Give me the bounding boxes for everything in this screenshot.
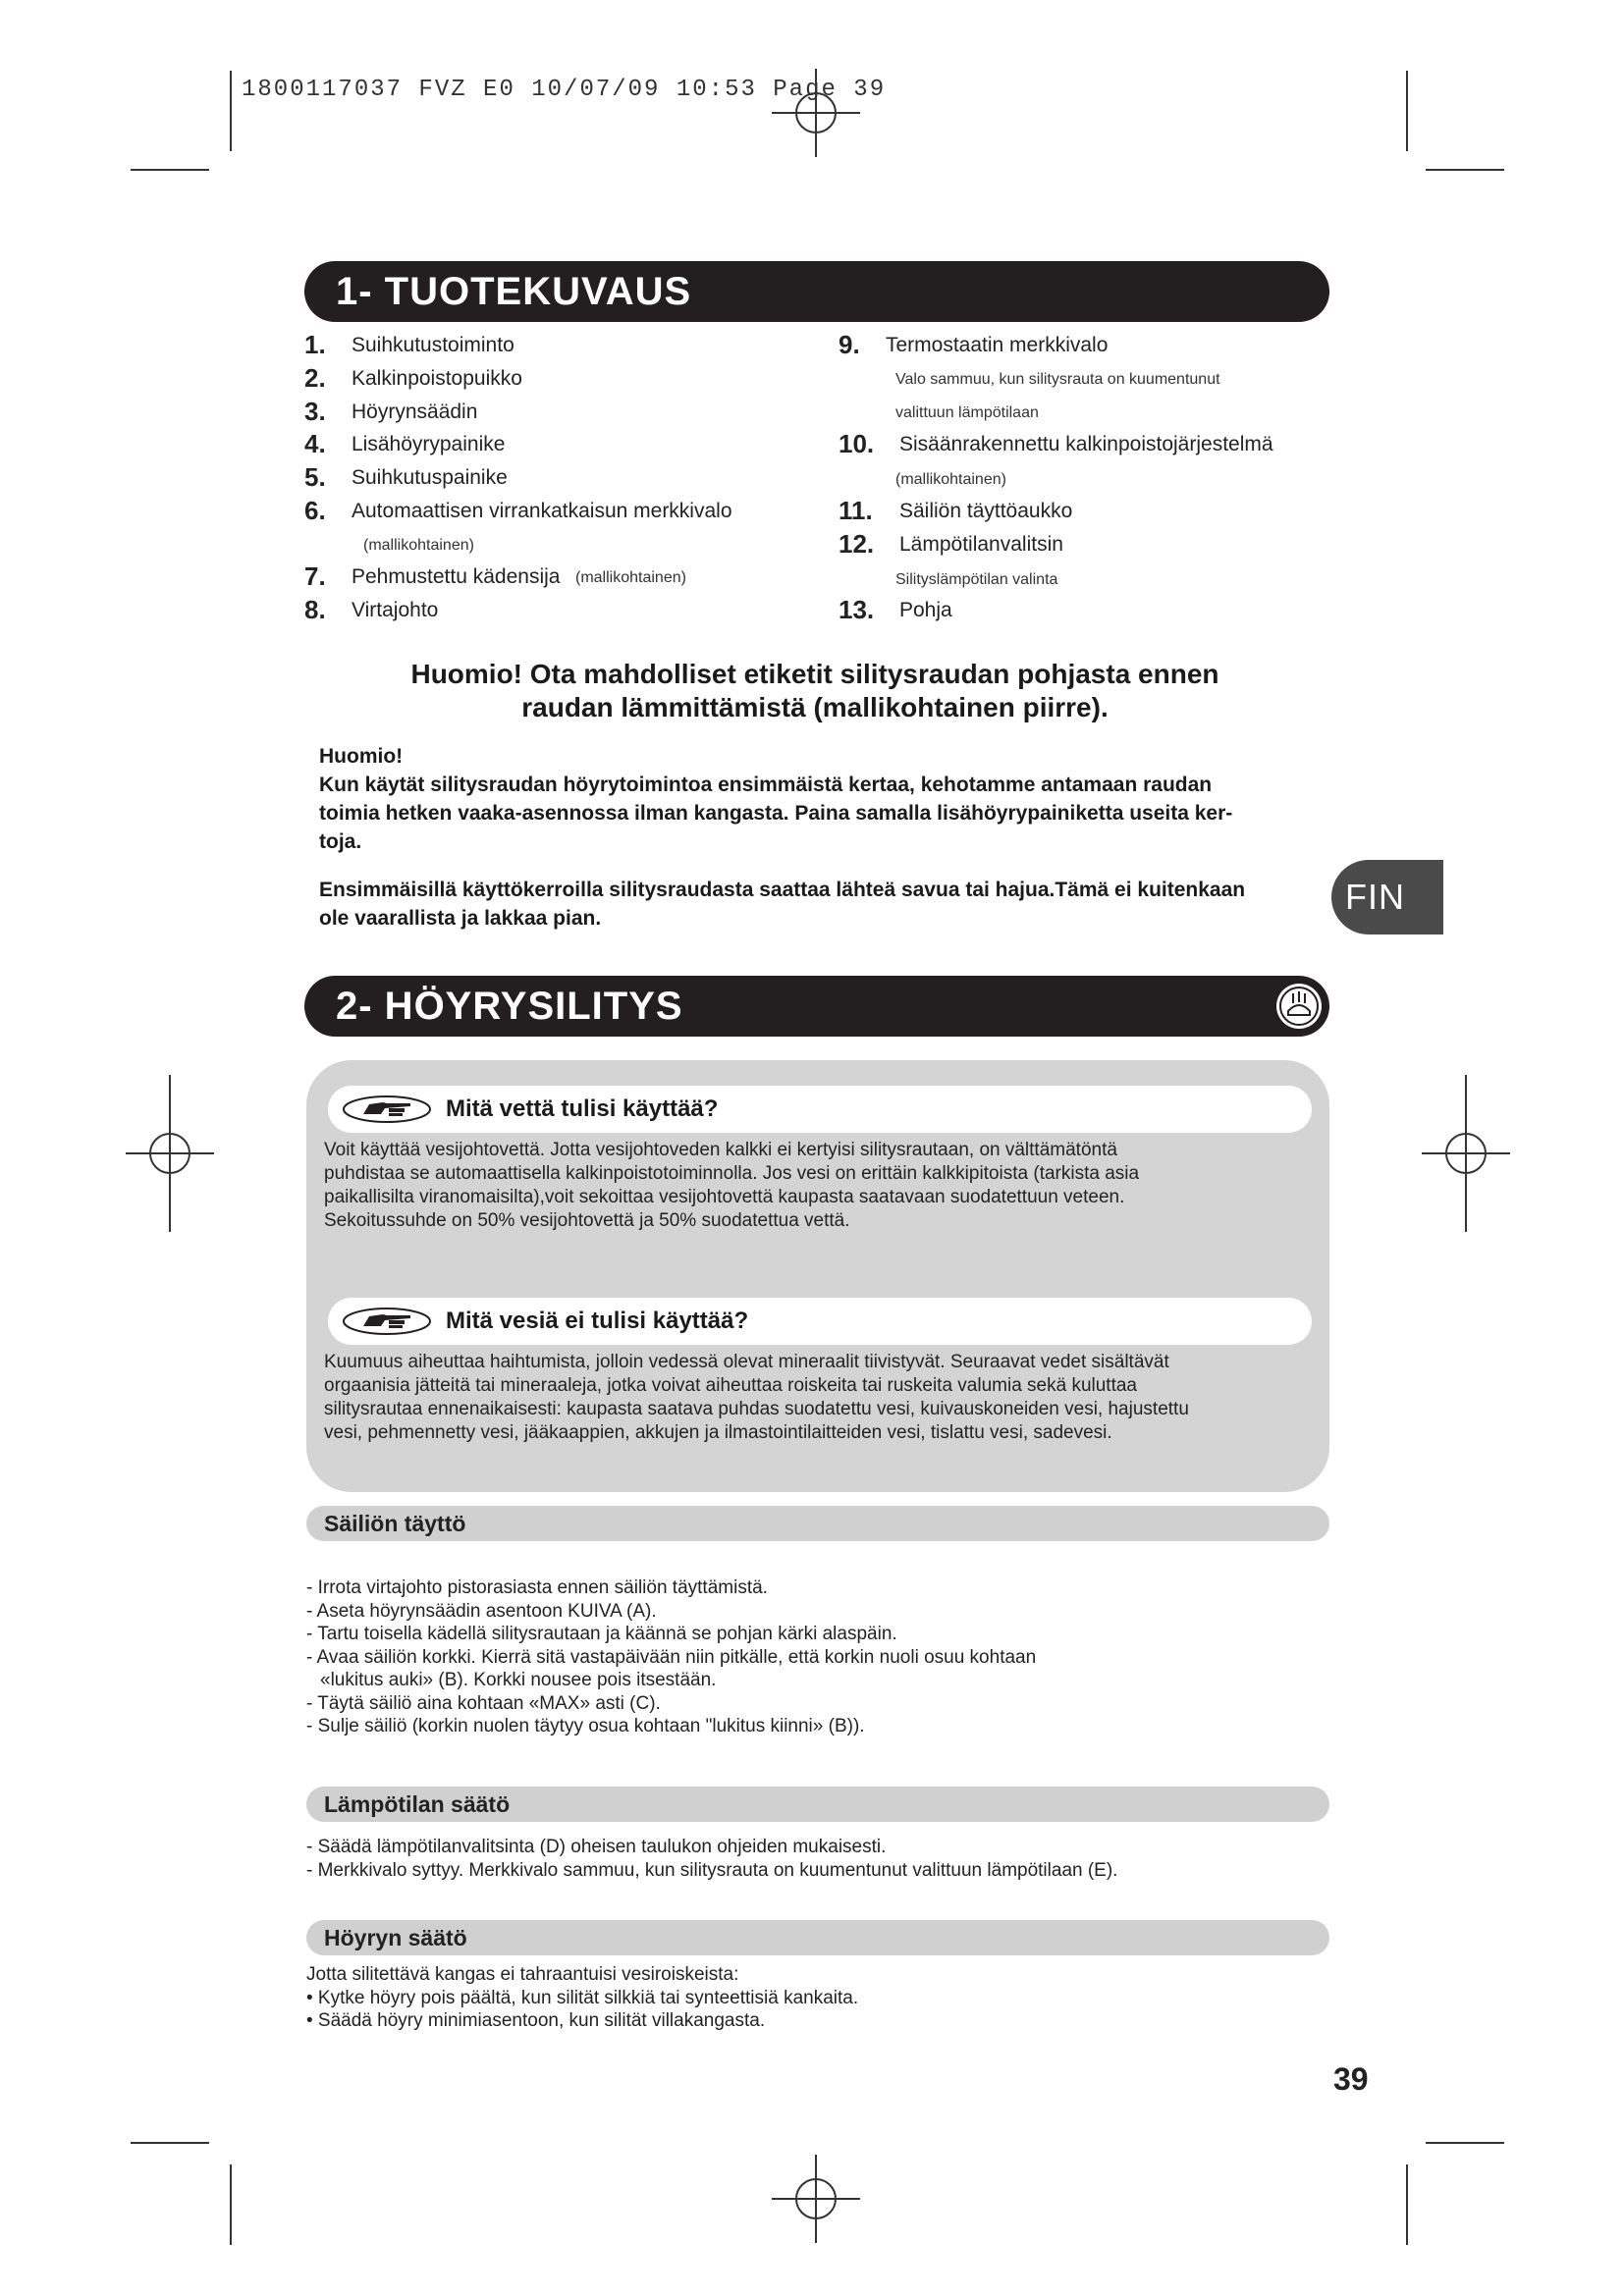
crop-mark [230, 2164, 232, 2245]
list-item: 3. Höyrynsäädin [304, 397, 478, 426]
language-tab: FIN [1331, 860, 1443, 934]
list-note: (mallikohtainen) [895, 471, 1006, 488]
list-note: (mallikohtainen) [363, 537, 474, 554]
crop-mark [1406, 2164, 1408, 2245]
list-item: 1. Suihkutustoiminto [304, 330, 514, 359]
list-item: 7. Pehmustettu kädensija (mallikohtainen) [304, 561, 686, 591]
section-title-text: 2- HÖYRYSILITYS [336, 985, 683, 1028]
steam-heading: Höyryn säätö [306, 1920, 1329, 1955]
crop-mark [131, 2142, 209, 2144]
water-subheading-text: Mitä vettä tulisi käyttää? [446, 1095, 719, 1122]
avoid-water-text: Kuumuus aiheuttaa haihtumista, jolloin vedessä olevat mineraalit tiivistyvät. Seuraavat vedet sisältävät orgaanisia jätteitä tai mineraaleja, jotka voivat aiheuttaa roiskeita tai ruskeita valumia sekä kuluttaa silitysrautaa ennenaikaisesti: kaupasta saatava puhdas suodatettu vesi, kuivauskoneiden vesi, hajustettu vesi, pehmennetty vesi, jääkaappien, akkujen ja ilmastointilaitteiden vesi, tislattu vesi, sadevesi. [324, 1352, 1189, 1443]
list-item: 2. Kalkinpoistopuikko [304, 363, 522, 393]
steam-steps: Jotta silitettävä kangas ei tahraantuisi vesiroiskeista: • Kytke höyry pois päältä, kun silität silkkiä tai synteettisiä kankaita. • Säädä höyry minimiasentoon, kun silität villakangasta. [306, 1964, 859, 2031]
list-item: 10. Sisäänrakennettu kalkinpoistojärjestelmä [839, 429, 1273, 458]
avoid-water-subheading [328, 1298, 1312, 1345]
temperature-steps: - Säädä lämpötilanvalitsinta (D) oheisen taulukon ohjeiden mukaisesti. - Merkkivalo syttyy. Merkkivalo sammuu, kun silitysrauta on kuumentunut valittuun lämpötilaan (E). [306, 1837, 1118, 1881]
crop-mark [1426, 2142, 1504, 2144]
steam-iron-icon [1274, 982, 1324, 1031]
water-text: Voit käyttää vesijohtovettä. Jotta vesijohtoveden kalkki ei kertyisi silitysrautaan, on välttämätöntä puhdistaa se automaattisella kalkinpoistotoiminnolla. Jos vesi on erittäin kalkkipitoista (tarkista asia paikallisilta viranomaisilta),voit sekoittaa vesijohtovettä kaupasta saatavaan suodatettuun veteen. Sekoitussuhde on 50% vesijohtovettä ja 50% suodatettua vettä. [324, 1140, 1140, 1231]
list-item: 12. Lämpötilanvalitsin [839, 529, 1063, 559]
pointing-hand-icon [342, 1095, 432, 1124]
list-item: 11. Säiliön täyttöaukko [839, 496, 1073, 525]
section-title-steam [304, 976, 1329, 1037]
crop-mark [230, 71, 232, 151]
first-use-note: Huomio! Kun käytät silitysraudan höyrytoimintoa ensimmäistä kertaa, kehotamme antamaan raudan toimia hetken vaaka-asennossa ilman kangasta. Paina samalla lisähöyrypainiketta useita ker- toja. [319, 745, 1233, 853]
section-title-text: 1- TUOTEKUVAUS [336, 270, 692, 313]
crop-mark [131, 169, 209, 171]
list-item: 9. Termostaatin merkkivalo [839, 330, 1109, 359]
crop-mark [1406, 71, 1408, 151]
list-note: Silityslämpötilan valinta [895, 571, 1058, 588]
crop-mark [1426, 169, 1504, 171]
fill-tank-steps: - Irrota virtajohto pistorasiasta ennen säiliön täyttämistä. - Aseta höyrynsäädin asentoon KUIVA (A). - Tartu toisella kädellä silitysrautaan ja käännä se pohjan kärki alaspäin. - Avaa säiliön korkki. Kierrä sitä vastapäivään niin pitkälle, että korkin nuoli osuu kohtaan «lukitus auki» (B). Korkki nousee pois itsestään. - Täytä säiliö aina kohtaan «MAX» asti (C). - Sulje säiliö (korkin nuolen täytyy osua kohtaan "lukitus kiinni» (B)). [306, 1577, 1037, 1736]
list-item: 6. Automaattisen virrankatkaisun merkkivalo [304, 496, 732, 525]
list-note: Valo sammuu, kun silitysrauta on kuumentunut [895, 371, 1220, 388]
label-removal-notice: Huomio! Ota mahdolliset etiketit silitysraudan pohjasta ennen raudan lämmittämistä (mallikohtainen piirre). [410, 659, 1219, 722]
water-subheading [328, 1086, 1312, 1133]
smoke-note: Ensimmäisillä käyttökerroilla silitysraudasta saattaa lähteä savua tai hajua.Tämä ei kuitenkaan ole vaarallista ja lakkaa pian. [319, 879, 1246, 930]
list-item: 5. Suihkutuspainike [304, 462, 508, 492]
page-number: 39 [1333, 2061, 1369, 2097]
list-item: 13. Pohja [839, 595, 952, 624]
section-title-product [304, 261, 1329, 322]
avoid-water-subheading-text: Mitä vesiä ei tulisi käyttää? [446, 1308, 749, 1334]
fill-tank-heading: Säiliön täyttö [306, 1506, 1329, 1541]
list-item: 8. Virtajohto [304, 595, 439, 624]
list-item: 4. Lisähöyrypainike [304, 429, 506, 458]
pointing-hand-icon [342, 1307, 432, 1336]
list-note: valittuun lämpötilaan [895, 404, 1039, 421]
registration-mark-icon [126, 1109, 214, 1198]
registration-mark-icon [1422, 1109, 1510, 1198]
registration-mark-icon [772, 2155, 860, 2243]
print-slug: 1800117037 FVZ E0 10/07/09 10:53 Page 39 [242, 77, 887, 103]
temperature-heading: Lämpötilan säätö [306, 1787, 1329, 1822]
